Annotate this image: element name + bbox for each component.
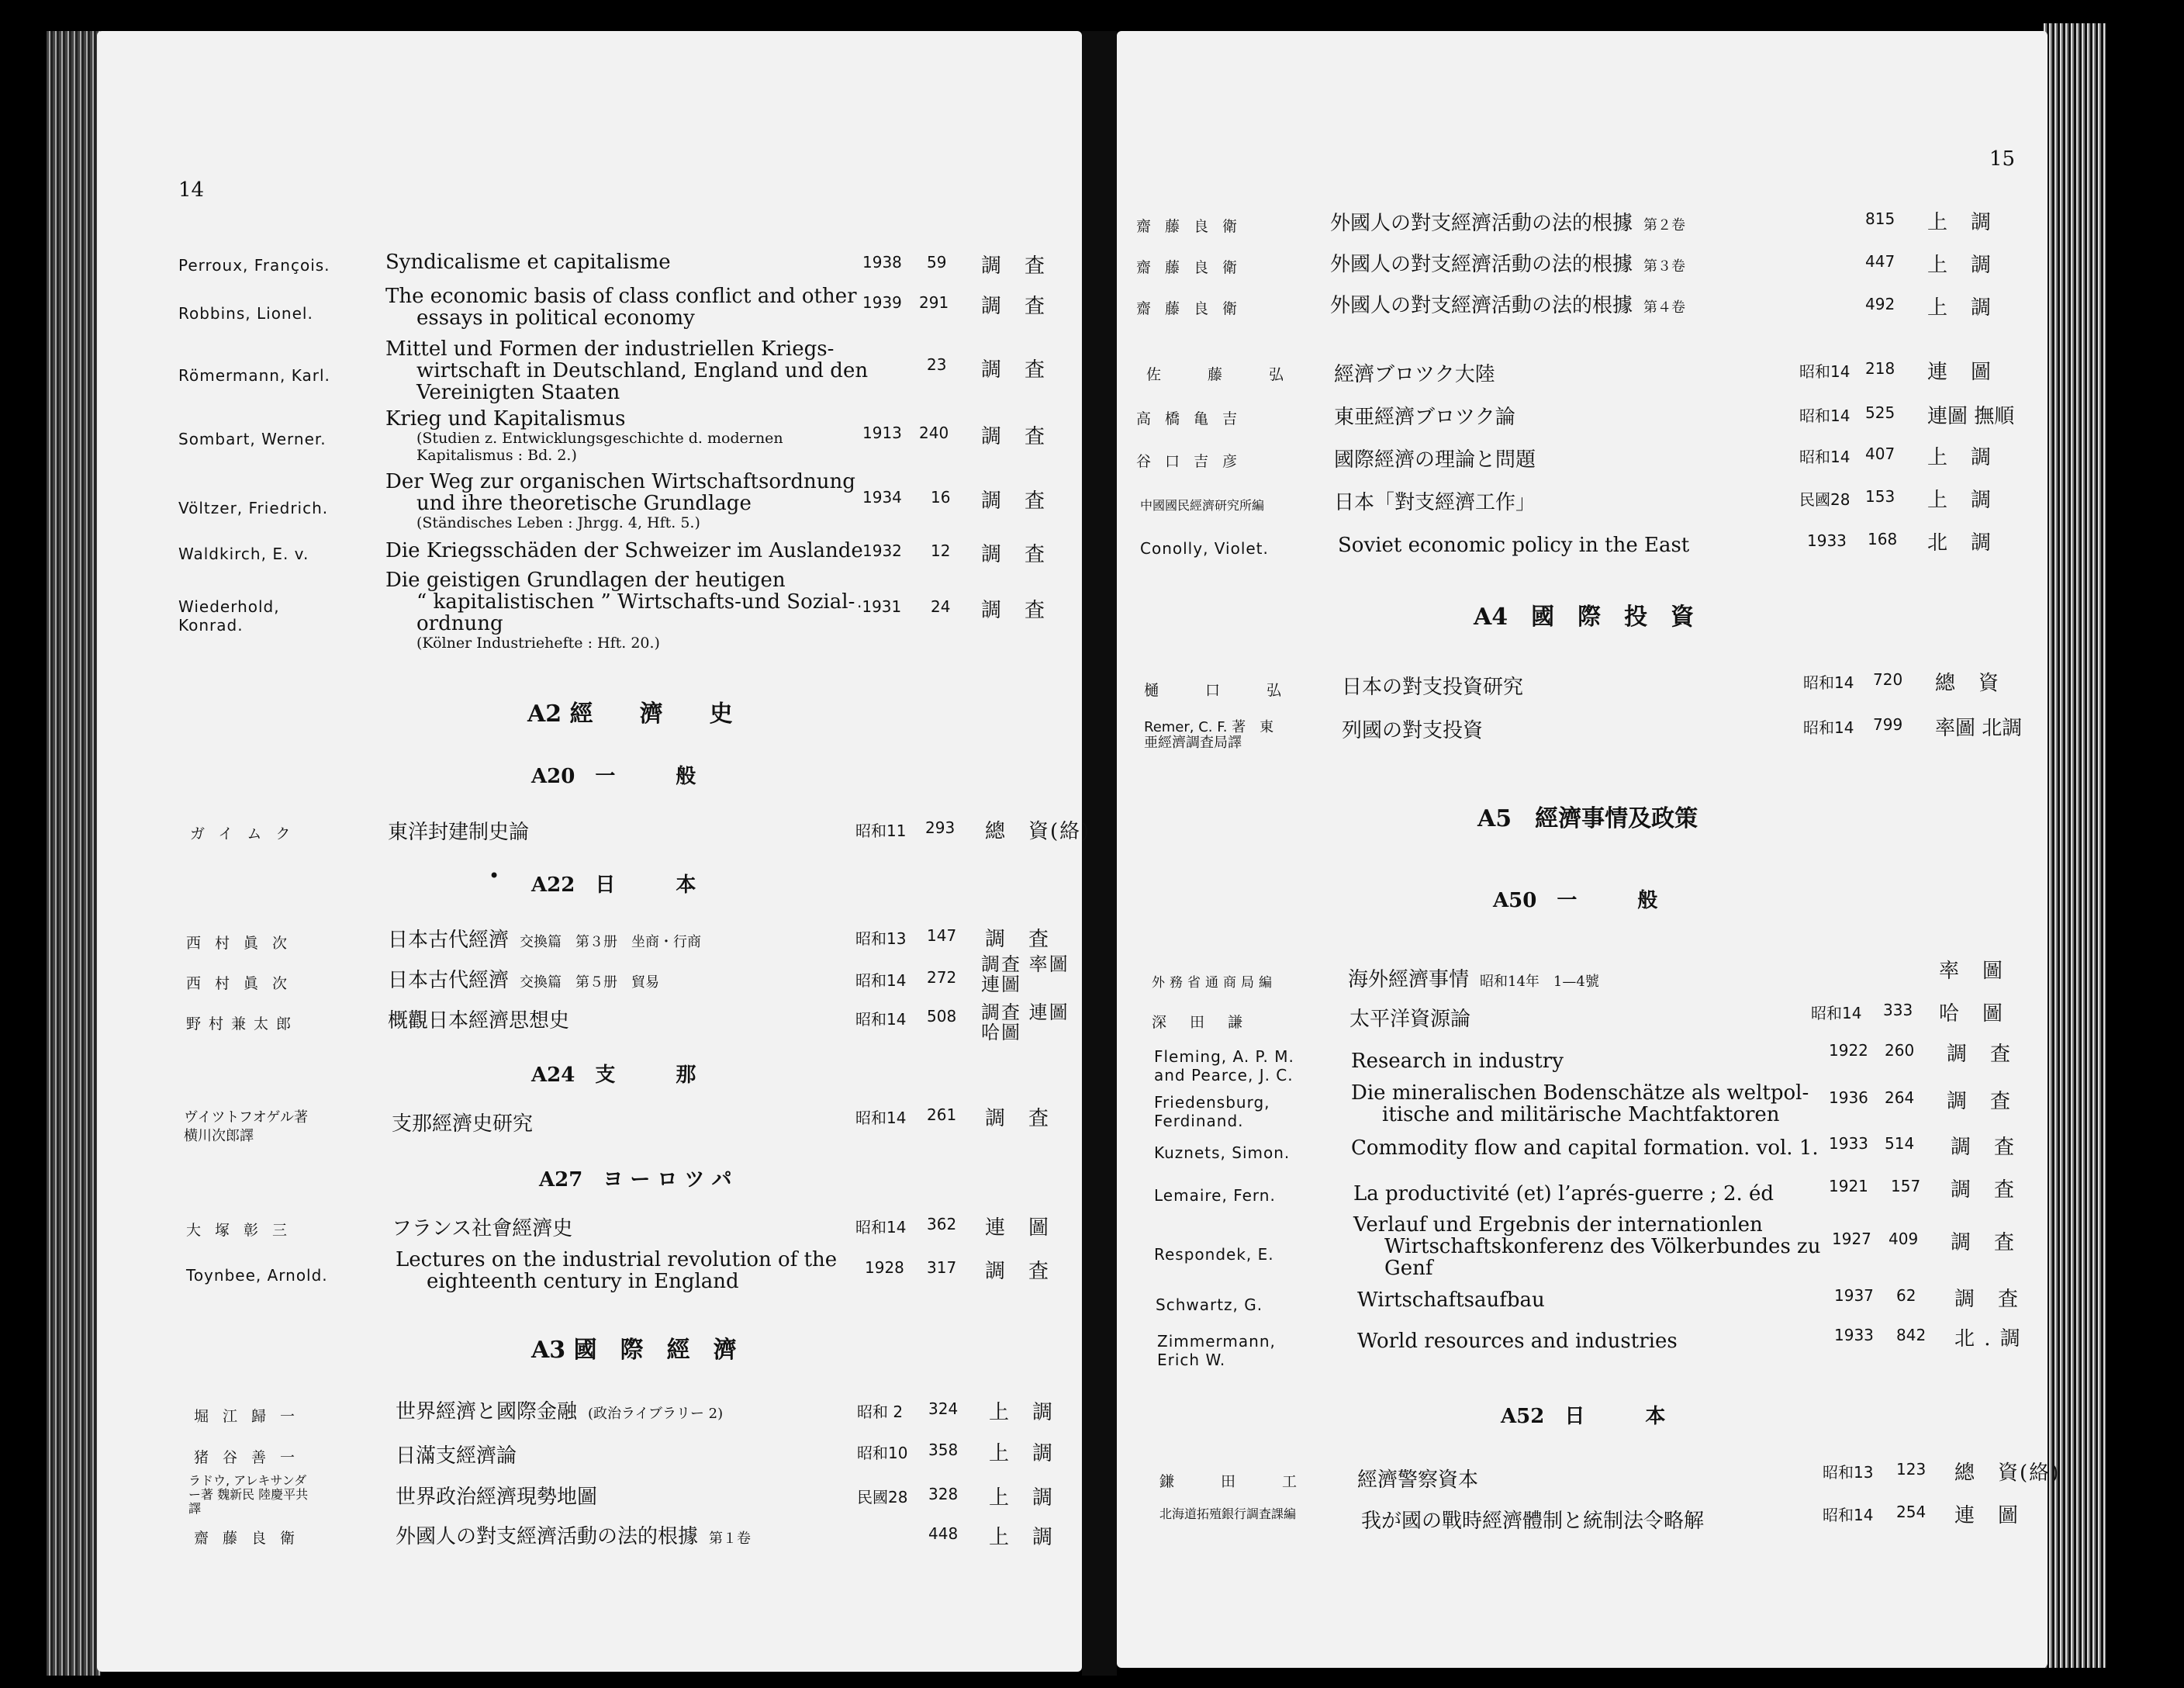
entry-author: Robbins, Lionel. bbox=[178, 304, 313, 323]
entry-year: 1927 bbox=[1832, 1230, 1871, 1248]
subsection-heading: A52 日 本 bbox=[1501, 1405, 1666, 1428]
entry-author: 猪谷善一 bbox=[194, 1449, 309, 1466]
section-heading: A2 經 濟 史 bbox=[527, 700, 733, 728]
entry-year: 1939 bbox=[862, 293, 902, 312]
entry-year: 昭和13 bbox=[855, 929, 907, 948]
catalog-entry bbox=[1117, 202, 2047, 235]
entry-location: 上 調 bbox=[1927, 211, 1993, 234]
entry-title: The economic basis of class conflict and other essays in political economy bbox=[385, 285, 857, 330]
right-page bbox=[1117, 31, 2061, 1668]
entry-pages: 218 bbox=[1865, 359, 1895, 378]
entry-location: 上 調 bbox=[989, 1486, 1055, 1510]
entry-year: 1932 bbox=[862, 541, 902, 560]
entry-pages: 123 bbox=[1896, 1460, 1927, 1479]
entry-author: 樋口弘 bbox=[1144, 682, 1329, 699]
entry-location: 上 調 bbox=[1927, 489, 1993, 512]
entry-title: 概觀日本經濟思想史 bbox=[388, 1009, 570, 1033]
entry-location: 上 調 bbox=[989, 1526, 1055, 1549]
entry-pages: 293 bbox=[925, 818, 955, 837]
entry-title: Mittel und Formen der industriellen Kriegs- wirtschaft in Deutschland, England und den Vereinigten Staaten bbox=[385, 337, 869, 404]
entry-year: 民國28 bbox=[1799, 490, 1851, 509]
entry-title: 太平洋資源論 bbox=[1349, 1008, 1471, 1031]
entry-author: 佐藤弘 bbox=[1146, 366, 1331, 383]
catalog-entry bbox=[97, 1105, 1082, 1144]
entry-title: La productivité (et) l’aprés-guerre ; 2. éd bbox=[1353, 1182, 1774, 1205]
catalog-entry bbox=[97, 566, 1082, 652]
entry-location: 北 調 bbox=[1927, 531, 1993, 555]
entry-title: 日本の對支投資研究 bbox=[1342, 676, 1524, 699]
entry-pages: 264 bbox=[1885, 1088, 1915, 1107]
entry-author: 中國國民經濟研究所編 bbox=[1140, 498, 1265, 513]
entry-title: 世界政治經濟現勢地圖 bbox=[396, 1486, 598, 1509]
entry-author: Völtzer, Friedrich. bbox=[178, 499, 329, 517]
entry-author: Lemaire, Fern. bbox=[1154, 1186, 1276, 1205]
entry-pages: 447 bbox=[1865, 252, 1895, 271]
entry-year: 昭和14 bbox=[1811, 1004, 1862, 1022]
catalog-entry bbox=[1117, 714, 2047, 751]
catalog-entry bbox=[1117, 1458, 2061, 1492]
catalog-entry bbox=[1117, 667, 2047, 699]
entry-author: ラドウ, アレキサンダ ー著 魏新民 陸慶平共 譯 bbox=[188, 1473, 309, 1516]
catalog-entry bbox=[97, 225, 1082, 278]
entry-year: 昭和14 bbox=[855, 1218, 907, 1237]
entry-location: 調 査 bbox=[981, 543, 1047, 566]
entry-author: 齋藤良衛 bbox=[1136, 218, 1252, 235]
entry-pages: 328 bbox=[928, 1485, 959, 1503]
entry-location: 調 査 bbox=[981, 489, 1047, 513]
entry-author: Sombart, Werner. bbox=[178, 430, 327, 448]
catalog-entry bbox=[97, 1396, 1082, 1425]
entry-year: 昭和14 bbox=[855, 1010, 907, 1029]
right-page-edges bbox=[2044, 23, 2106, 1668]
catalog-entry bbox=[97, 1248, 1082, 1293]
entry-author: 深田謙 bbox=[1152, 1014, 1267, 1031]
entry-author: Römermann, Karl. bbox=[178, 366, 330, 385]
entry-year: 1936 bbox=[1829, 1088, 1868, 1107]
entry-title: 經濟ブロツク大陸 bbox=[1334, 363, 1495, 386]
subsection-heading: A22 日 本 bbox=[531, 873, 696, 897]
entry-title: 經濟警察資本 bbox=[1357, 1468, 1479, 1492]
section-heading: A5 經濟事情及政策 bbox=[1477, 805, 1698, 832]
entry-location: 上 調 bbox=[1927, 254, 1993, 277]
entry-location: 調査 連圖 哈圖 bbox=[981, 1001, 1070, 1043]
entry-pages: 153 bbox=[1865, 487, 1895, 506]
catalog-entry bbox=[1117, 1501, 2047, 1533]
entry-location: 總 資 bbox=[1935, 672, 2001, 695]
catalog-entry bbox=[97, 279, 1082, 330]
left-page bbox=[97, 31, 1091, 1672]
entry-location: 調 査 bbox=[1951, 1136, 2016, 1159]
catalog-entry bbox=[97, 1001, 1082, 1043]
entry-location: 連 圖 bbox=[985, 1216, 1051, 1240]
entry-title: 海外經濟事情 昭和14年 1—4號 bbox=[1348, 968, 1599, 991]
entry-title: 列國の對支投資 bbox=[1342, 719, 1484, 742]
entry-location: 總 資(絡) bbox=[1954, 1461, 2061, 1485]
entry-year: 民國28 bbox=[857, 1488, 908, 1506]
entry-author: Friedensburg, Ferdinand. bbox=[1154, 1093, 1270, 1130]
catalog-entry bbox=[97, 818, 1091, 844]
entry-pages: 799 bbox=[1873, 715, 1903, 734]
entry-pages: 815 bbox=[1865, 209, 1895, 228]
entry-author: 堀江歸一 bbox=[194, 1408, 309, 1425]
page-number: 15 bbox=[1989, 147, 2016, 171]
catalog-entry bbox=[1117, 943, 2047, 991]
catalog-entry bbox=[97, 1215, 1082, 1240]
subsection-heading: A24 支 那 bbox=[531, 1064, 696, 1087]
entry-location: 調 査 bbox=[981, 295, 1047, 318]
entry-location: 調 査 bbox=[1947, 1090, 2013, 1113]
entry-title: 東亜經濟ブロツク論 bbox=[1334, 406, 1515, 429]
entry-location: 上 調 bbox=[1927, 296, 1993, 320]
entry-title: Die mineralischen Bodenschätze als weltpol- itische and militärische Machtfaktoren bbox=[1351, 1081, 1809, 1126]
entry-author: Schwartz, G. bbox=[1156, 1295, 1263, 1314]
entry-title: 外國人の對支經濟活動の法的根據 第４卷 bbox=[1330, 294, 1686, 317]
entry-pages: 291 bbox=[919, 293, 949, 312]
stray-mark: • bbox=[489, 865, 500, 887]
entry-pages: 168 bbox=[1868, 530, 1898, 548]
entry-pages: 16 bbox=[931, 488, 951, 507]
catalog-entry bbox=[1117, 1213, 2047, 1280]
entry-title: World resources and industries bbox=[1357, 1330, 1678, 1353]
entry-year: 昭和14 bbox=[855, 971, 907, 990]
entry-location: 調 査 bbox=[1951, 1178, 2016, 1202]
entry-pages: 514 bbox=[1885, 1134, 1915, 1153]
entry-year: 昭和11 bbox=[855, 822, 907, 840]
entry-location: 哈 圖 bbox=[1939, 1002, 2005, 1026]
entry-author: Wiederhold, Konrad. bbox=[178, 597, 280, 635]
entry-pages: 12 bbox=[931, 541, 951, 560]
catalog-entry bbox=[1117, 1081, 2047, 1130]
book-gutter bbox=[1082, 31, 1117, 1676]
entry-pages: 492 bbox=[1865, 295, 1895, 313]
catalog-entry bbox=[97, 535, 1082, 566]
entry-title: 國際經濟の理論と問題 bbox=[1334, 448, 1536, 472]
entry-pages: 260 bbox=[1885, 1041, 1915, 1060]
subsection-heading: A50 一 般 bbox=[1493, 889, 1658, 912]
entry-location: 調 査 bbox=[1954, 1288, 2020, 1311]
entry-author: Respondek, E. bbox=[1154, 1245, 1274, 1264]
entry-location: 調 査 bbox=[985, 1260, 1051, 1283]
entry-location: 調 査 bbox=[1947, 1043, 2013, 1066]
entry-pages: 272 bbox=[927, 968, 957, 987]
entry-title: 日本古代經濟 交換篇 第５册 貿易 bbox=[388, 969, 660, 992]
entry-author: Kuznets, Simon. bbox=[1154, 1143, 1291, 1162]
entry-title: 日本古代經濟 交換篇 第３册 坐商・行商 bbox=[388, 929, 702, 952]
catalog-entry bbox=[1117, 287, 2047, 320]
entry-year: 昭和14 bbox=[1799, 362, 1851, 381]
entry-pages: 157 bbox=[1891, 1177, 1921, 1195]
entry-title: Die geistigen Grundlagen der heutigen “ kapitalistischen ” Wirtschafts-und Sozial- ordnung (Kölner Industriehefte : Hft. 20.) bbox=[385, 569, 855, 652]
entry-year: 昭和14 bbox=[1823, 1506, 1874, 1524]
catalog-entry bbox=[1117, 1175, 2047, 1205]
entry-author: Toynbee, Arnold. bbox=[186, 1266, 328, 1285]
entry-title: Krieg und Kapitalismus (Studien z. Entwicklungsgeschichte d. modernen Kapitalismus : Bd. 2.) bbox=[385, 407, 783, 464]
entry-year: 昭和 2 bbox=[857, 1403, 904, 1421]
entry-year: 1928 bbox=[865, 1258, 904, 1277]
entry-year: 昭和13 bbox=[1823, 1463, 1874, 1482]
entry-author: 北海道拓殖銀行調査課編 bbox=[1159, 1506, 1297, 1521]
left-binding-edge bbox=[47, 31, 101, 1676]
entry-year: 1933 bbox=[1807, 531, 1847, 550]
entry-author: Zimmermann, Erich W. bbox=[1157, 1332, 1276, 1369]
entry-location: 調 査 bbox=[981, 425, 1047, 448]
entry-author: ガイムク bbox=[190, 825, 305, 842]
entry-location: 調 査 bbox=[981, 599, 1047, 622]
entry-pages: 448 bbox=[928, 1524, 959, 1543]
entry-pages: 407 bbox=[1865, 444, 1895, 463]
entry-year: 1937 bbox=[1834, 1286, 1874, 1305]
entry-author: 野村兼太郎 bbox=[186, 1015, 299, 1033]
entry-year: 1921 bbox=[1829, 1177, 1868, 1195]
catalog-entry bbox=[1117, 985, 2047, 1031]
entry-pages: 362 bbox=[927, 1215, 957, 1233]
entry-author: Fleming, A. P. M. and Pearce, J. C. bbox=[1154, 1047, 1294, 1084]
entry-pages: 147 bbox=[927, 926, 957, 945]
catalog-entry bbox=[97, 334, 1082, 404]
catalog-entry bbox=[97, 953, 1082, 995]
entry-author: 鎌田工 bbox=[1159, 1473, 1344, 1490]
catalog-entry bbox=[97, 1439, 1082, 1468]
entry-author: 西村眞次 bbox=[186, 975, 302, 992]
catalog-entry bbox=[97, 403, 1082, 464]
catalog-entry bbox=[97, 1524, 1082, 1549]
entry-author: 高橋亀吉 bbox=[1136, 410, 1252, 427]
catalog-entry bbox=[1117, 1133, 2047, 1162]
subsection-heading: A20 一 般 bbox=[531, 765, 696, 788]
entry-title: Syndicalisme et capitalisme bbox=[385, 251, 671, 274]
entry-author: 外務省通商局編 bbox=[1152, 975, 1277, 991]
entry-location: 連 圖 bbox=[1954, 1504, 2020, 1527]
entry-author: Perroux, François. bbox=[178, 256, 330, 275]
entry-year: 1933 bbox=[1829, 1134, 1868, 1153]
entry-location: 調 査 bbox=[1951, 1231, 2016, 1254]
entry-location: 連 圖 bbox=[1927, 361, 1993, 384]
entry-title: Die Kriegsschäden der Schweizer im Auslande bbox=[385, 539, 863, 562]
entry-pages: 333 bbox=[1883, 1001, 1913, 1019]
entry-year: 1938 bbox=[862, 253, 902, 272]
entry-year: 昭和14 bbox=[1803, 718, 1854, 737]
entry-location: 調 査 bbox=[985, 1107, 1051, 1130]
entry-title: 日本「對支經濟工作」 bbox=[1334, 491, 1536, 514]
subsection-heading: A27 ヨ ー ロ ツ パ bbox=[539, 1168, 732, 1192]
entry-location: 率 圖 bbox=[1939, 960, 2005, 983]
entry-year: 昭和14 bbox=[1803, 673, 1854, 692]
entry-pages: 254 bbox=[1896, 1503, 1927, 1521]
entry-title: Lectures on the industrial revolution of the eighteenth century in England bbox=[396, 1248, 838, 1293]
catalog-entry bbox=[1117, 330, 2047, 386]
section-heading: A4 國 際 投 資 bbox=[1474, 604, 1695, 631]
section-heading: A3 國 際 經 濟 bbox=[531, 1337, 737, 1364]
entry-pages: 324 bbox=[928, 1399, 959, 1418]
entry-pages: 317 bbox=[927, 1258, 957, 1277]
entry-title: 支那經濟史研究 bbox=[392, 1112, 534, 1136]
entry-pages: 409 bbox=[1889, 1230, 1919, 1248]
entry-title: Verlauf und Ergebnis der internationlen Wirtschaftskonferenz des Völkerbundes zu Genf bbox=[1353, 1213, 1821, 1280]
entry-pages: 59 bbox=[927, 253, 947, 272]
catalog-entry bbox=[97, 923, 1082, 952]
catalog-entry bbox=[97, 469, 1082, 531]
entry-title: Commodity flow and capital formation. vol. 1. bbox=[1351, 1136, 1819, 1160]
entry-location: 總 資(絡) bbox=[985, 820, 1091, 843]
entry-year: 昭和14 bbox=[855, 1109, 907, 1127]
entry-pages: 358 bbox=[928, 1441, 959, 1459]
entry-title: 外國人の對支經濟活動の法的根據 第１卷 bbox=[396, 1525, 752, 1548]
entry-year: 昭和10 bbox=[857, 1444, 908, 1462]
entry-location: 調 査 bbox=[985, 928, 1051, 951]
catalog-entry bbox=[1117, 244, 2047, 277]
entry-pages: 508 bbox=[927, 1007, 957, 1026]
entry-location: 調査 率圖 連圖 bbox=[981, 953, 1070, 995]
entry-title: 外國人の對支經濟活動の法的根據 第３卷 bbox=[1330, 253, 1686, 276]
entry-year: 1933 bbox=[1834, 1326, 1874, 1344]
entry-location: 上 調 bbox=[989, 1442, 1055, 1465]
catalog-entry bbox=[1117, 1280, 2047, 1314]
entry-location: 調 査 bbox=[981, 254, 1047, 278]
entry-pages: 842 bbox=[1896, 1326, 1927, 1344]
entry-author: 齋藤良衛 bbox=[194, 1530, 309, 1547]
catalog-entry bbox=[1117, 1323, 2047, 1369]
entry-author: 齋藤良衛 bbox=[1136, 259, 1252, 276]
entry-year: ·1931 bbox=[857, 597, 902, 616]
entry-author: Remer, C. F. 著 東 亜經濟調査局譯 bbox=[1144, 719, 1274, 751]
entry-pages: 240 bbox=[919, 424, 949, 442]
entry-title: 世界經濟と國際金融 (政治ライブラリー 2) bbox=[396, 1400, 724, 1423]
entry-title: 我が國の戰時經濟體制と統制法令略解 bbox=[1361, 1510, 1705, 1533]
entry-pages: 261 bbox=[927, 1105, 957, 1124]
entry-title: フランス社會經濟史 bbox=[392, 1217, 573, 1240]
entry-year: 1913 bbox=[862, 424, 902, 442]
entry-author: 齋藤良衛 bbox=[1136, 300, 1252, 317]
entry-author: Conolly, Violet. bbox=[1140, 539, 1269, 558]
entry-pages: 62 bbox=[1896, 1286, 1916, 1305]
catalog-entry bbox=[1117, 1039, 2047, 1084]
entry-pages: 720 bbox=[1873, 670, 1903, 689]
entry-title: Research in industry bbox=[1351, 1050, 1564, 1073]
entry-title: 外國人の對支經濟活動の法的根據 第２卷 bbox=[1330, 212, 1686, 235]
entry-year: 1922 bbox=[1829, 1041, 1868, 1060]
entry-title: 東洋封建制史論 bbox=[388, 821, 530, 844]
entry-location: 連圖 撫順 bbox=[1927, 405, 2015, 428]
entry-location: 調 査 bbox=[981, 358, 1047, 382]
entry-pages: 525 bbox=[1865, 403, 1895, 422]
entry-title: 日滿支經濟論 bbox=[396, 1444, 517, 1468]
entry-title: Soviet economic policy in the East bbox=[1338, 534, 1690, 557]
entry-location: 上 調 bbox=[1927, 446, 1993, 469]
entry-year: 1934 bbox=[862, 488, 902, 507]
entry-location: 上 調 bbox=[989, 1401, 1055, 1424]
entry-location: 北 . 調 bbox=[1954, 1327, 2022, 1351]
entry-author: ヴイツトフオゲル著 横川次郎譯 bbox=[184, 1109, 309, 1144]
page-number: 14 bbox=[178, 178, 205, 202]
entry-author: Waldkirch, E. v. bbox=[178, 545, 309, 563]
entry-title: Wirtschaftsaufbau bbox=[1357, 1288, 1545, 1312]
entry-author: 谷口吉彦 bbox=[1136, 453, 1252, 470]
entry-pages: 23 bbox=[927, 355, 947, 374]
entry-year: 昭和14 bbox=[1799, 406, 1851, 425]
entry-location: 率圖 北調 bbox=[1935, 717, 2023, 740]
entry-author: 大塚彰三 bbox=[186, 1222, 302, 1239]
entry-pages: 24 bbox=[931, 597, 951, 616]
entry-year: 昭和14 bbox=[1799, 448, 1851, 466]
catalog-entry bbox=[97, 1473, 1082, 1516]
entry-author: 西村眞次 bbox=[186, 935, 302, 952]
entry-title: Der Weg zur organischen Wirtschaftsordnung und ihre theoretische Grundlage (Ständisches Leben : Jhrgg. 4, Hft. 5.) bbox=[385, 470, 855, 531]
